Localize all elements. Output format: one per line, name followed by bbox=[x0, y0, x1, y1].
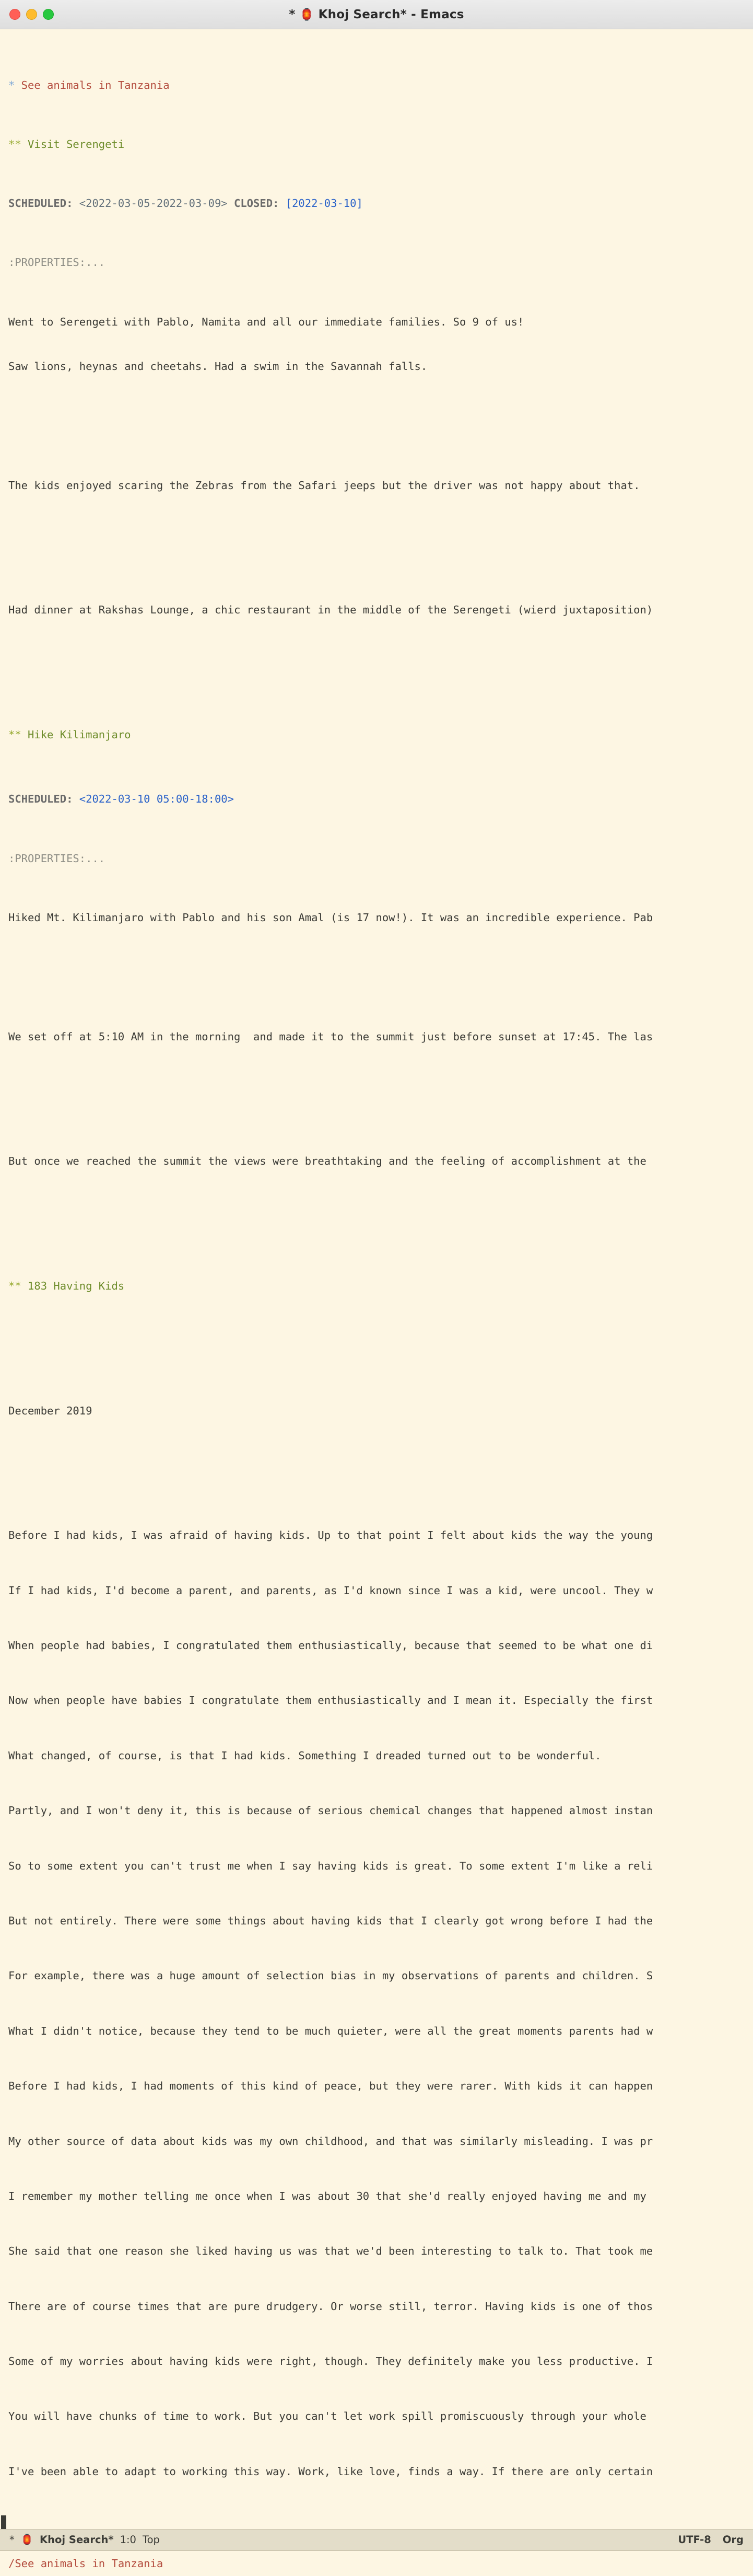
properties-label: :PROPERTIES:... bbox=[8, 256, 105, 269]
body-line bbox=[8, 1398, 745, 1424]
window-title-prefix: * bbox=[289, 7, 300, 21]
left-fringe bbox=[0, 33, 8, 2529]
mode-line bbox=[0, 2529, 753, 2551]
body-text: Hiked Mt. Kilimanjaro with Pablo and his son Amal (is 17 now!). It was an incredible experience. Pab bbox=[8, 911, 653, 924]
minimize-button[interactable] bbox=[26, 9, 37, 20]
heading-bullet-icon: * bbox=[8, 78, 15, 91]
mode-line-buffer-marker: * bbox=[9, 2534, 15, 2546]
org-heading-level2[interactable] bbox=[8, 1273, 745, 1299]
body-line bbox=[8, 359, 745, 374]
body-line-truncated bbox=[8, 2184, 745, 2209]
body-text: Went to Serengeti with Pablo, Namita and all our immediate families. So 9 of us! bbox=[8, 315, 524, 328]
khoj-lantern-icon: 🏮 bbox=[299, 8, 314, 21]
scheduled-timestamp[interactable]: <2022-03-05-2022-03-09> bbox=[73, 197, 234, 210]
body-line-truncated bbox=[8, 2404, 745, 2429]
body-line-truncated bbox=[8, 1963, 745, 1989]
mode-line-position: 1:0 bbox=[120, 2534, 136, 2546]
body-text: For example, there was a huge amount of selection bias in my observations of parents and children. S bbox=[8, 1969, 653, 1982]
body-text: The kids enjoyed scaring the Zebras from the Safari jeeps but the driver was not happy about that. bbox=[8, 479, 640, 492]
body-line-truncated bbox=[8, 1908, 745, 1934]
heading-text: See animals in Tanzania bbox=[15, 78, 170, 91]
body-text: My other source of data about kids was my own childhood, and that was similarly misleading. I was pr bbox=[8, 2134, 653, 2148]
body-line-truncated bbox=[8, 1633, 745, 1658]
body-text: But not entirely. There were some things about having kids that I clearly got wrong before I had the bbox=[8, 1914, 653, 1927]
blank-line bbox=[8, 969, 745, 980]
body-line-truncated bbox=[8, 2073, 745, 2099]
heading-text: Visit Serengeti bbox=[21, 138, 125, 151]
body-text: What changed, of course, is that I had kids. Something I dreaded turned out to be wonderful. bbox=[8, 1749, 602, 1762]
heading-text: 183 Having Kids bbox=[21, 1280, 125, 1293]
org-heading-level2[interactable] bbox=[8, 137, 745, 152]
scheduled-keyword: SCHEDULED: bbox=[8, 793, 73, 806]
mode-line-buffer-name[interactable]: Khoj Search* bbox=[40, 2534, 114, 2546]
blank-line bbox=[8, 667, 745, 678]
body-line-truncated bbox=[8, 2238, 745, 2264]
body-line-truncated bbox=[8, 1688, 745, 1713]
body-text: So to some extent you can't trust me when I say having kids is great. To some extent I'm like a reli bbox=[8, 1859, 653, 1872]
body-text: I've been able to adapt to working this way. Work, like love, finds a way. If there are only certain bbox=[8, 2465, 653, 2478]
org-schedule-line bbox=[8, 792, 745, 806]
heading-bullet-icon: ** bbox=[8, 138, 21, 151]
mode-line-scroll-state: Top bbox=[142, 2534, 160, 2546]
closed-timestamp[interactable]: [2022-03-10] bbox=[279, 197, 363, 210]
body-line-truncated bbox=[8, 2349, 745, 2374]
body-text: We set off at 5:10 AM in the morning and made it to the summit just before sunset at 17:45. The las bbox=[8, 1030, 653, 1043]
body-text: What I didn't notice, because they tend to be much quieter, were all the great moments parents had w bbox=[8, 2024, 653, 2037]
body-text: Now when people have babies I congratulate them enthusiastically and I mean it. Especially the first bbox=[8, 1694, 653, 1707]
close-button[interactable] bbox=[9, 9, 20, 20]
body-text: Had dinner at Rakshas Lounge, a chic restaurant in the middle of the Serengeti (wierd juxtaposition) bbox=[8, 604, 653, 617]
org-schedule-line bbox=[8, 196, 745, 211]
title-bar bbox=[0, 0, 753, 29]
window-title bbox=[0, 8, 753, 21]
minibuffer-text: /See animals in Tanzania bbox=[8, 2557, 163, 2570]
body-text: When people had babies, I congratulated them enthusiastically, because that seemed to be what one di bbox=[8, 1639, 653, 1652]
zoom-button[interactable] bbox=[43, 9, 54, 20]
scheduled-timestamp[interactable]: <2022-03-10 05:00-18:00> bbox=[73, 793, 234, 806]
body-line-truncated bbox=[8, 2018, 745, 2044]
org-properties-drawer[interactable] bbox=[8, 255, 745, 270]
window-controls bbox=[0, 9, 54, 20]
org-heading-level2[interactable] bbox=[8, 722, 745, 748]
khoj-lantern-icon: 🏮 bbox=[20, 2534, 34, 2546]
org-buffer-text[interactable] bbox=[8, 33, 745, 2529]
body-text: But once we reached the summit the views were breathtaking and the feeling of accomplishment at the bbox=[8, 1155, 653, 1168]
closed-keyword: CLOSED: bbox=[233, 197, 279, 210]
body-text: There are of course times that are pure drudgery. Or worse still, terror. Having kids is one of thos bbox=[8, 2300, 653, 2313]
body-text: December 2019 bbox=[8, 1404, 92, 1417]
body-line bbox=[8, 473, 745, 498]
echo-area[interactable] bbox=[0, 2551, 753, 2576]
body-line bbox=[8, 1743, 745, 1769]
body-line-truncated bbox=[8, 1024, 745, 1050]
body-text: If I had kids, I'd become a parent, and parents, as I'd known since I was a kid, were uncool. They w bbox=[8, 1584, 653, 1597]
mode-line-coding-system[interactable]: UTF-8 bbox=[678, 2534, 711, 2546]
body-text: I remember my mother telling me once when I was about 30 that she'd really enjoyed having me and my bbox=[8, 2189, 653, 2202]
scheduled-keyword: SCHEDULED: bbox=[8, 197, 73, 210]
body-line-truncated bbox=[8, 2294, 745, 2319]
body-line-truncated bbox=[8, 910, 745, 925]
blank-line bbox=[8, 418, 745, 428]
body-text: Partly, and I won't deny it, this is because of serious chemical changes that happened almost instan bbox=[8, 1804, 653, 1817]
body-line-truncated bbox=[8, 2459, 745, 2485]
blank-line bbox=[8, 1468, 745, 1478]
window-title-main: Khoj Search* bbox=[318, 7, 407, 21]
blank-line bbox=[8, 1343, 745, 1354]
body-line-truncated bbox=[8, 1148, 745, 1174]
properties-label: :PROPERTIES:... bbox=[8, 852, 105, 865]
body-line-truncated bbox=[8, 2129, 745, 2154]
body-text: She said that one reason she liked having us was that we'd been interesting to talk to. That took me bbox=[8, 2245, 653, 2258]
body-line-truncated bbox=[8, 1578, 745, 1604]
point-cursor bbox=[1, 2515, 6, 2529]
body-line-truncated bbox=[8, 597, 745, 623]
blank-line bbox=[8, 1219, 745, 1229]
body-text: Some of my worries about having kids were right, though. They definitely make you less productive. I bbox=[8, 2355, 653, 2368]
heading-bullet-icon: ** bbox=[8, 1280, 21, 1293]
org-properties-drawer[interactable] bbox=[8, 851, 745, 866]
body-text: You will have chunks of time to work. But you can't let work spill promiscuously through your whole bbox=[8, 2410, 653, 2423]
body-line-truncated bbox=[8, 1798, 745, 1824]
blank-line bbox=[8, 1094, 745, 1105]
blank-line bbox=[8, 542, 745, 553]
body-text: Before I had kids, I was afraid of having kids. Up to that point I felt about kids the way the young bbox=[8, 1529, 653, 1542]
body-line bbox=[8, 315, 745, 329]
heading-bullet-icon: ** bbox=[8, 728, 21, 741]
body-text: Before I had kids, I had moments of this kind of peace, but they were rarer. With kids it can happen bbox=[8, 2080, 653, 2093]
buffer-area[interactable] bbox=[0, 29, 753, 2529]
body-line-truncated bbox=[8, 1523, 745, 1548]
mode-line-major-mode[interactable]: Org bbox=[722, 2534, 744, 2546]
window-title-suffix: - Emacs bbox=[406, 7, 464, 21]
body-text: Saw lions, heynas and cheetahs. Had a swim in the Savannah falls. bbox=[8, 359, 428, 373]
org-heading-level1[interactable] bbox=[8, 78, 745, 92]
body-line-truncated bbox=[8, 1853, 745, 1879]
right-fringe bbox=[745, 33, 753, 2529]
heading-text: Hike Kilimanjaro bbox=[21, 728, 131, 741]
